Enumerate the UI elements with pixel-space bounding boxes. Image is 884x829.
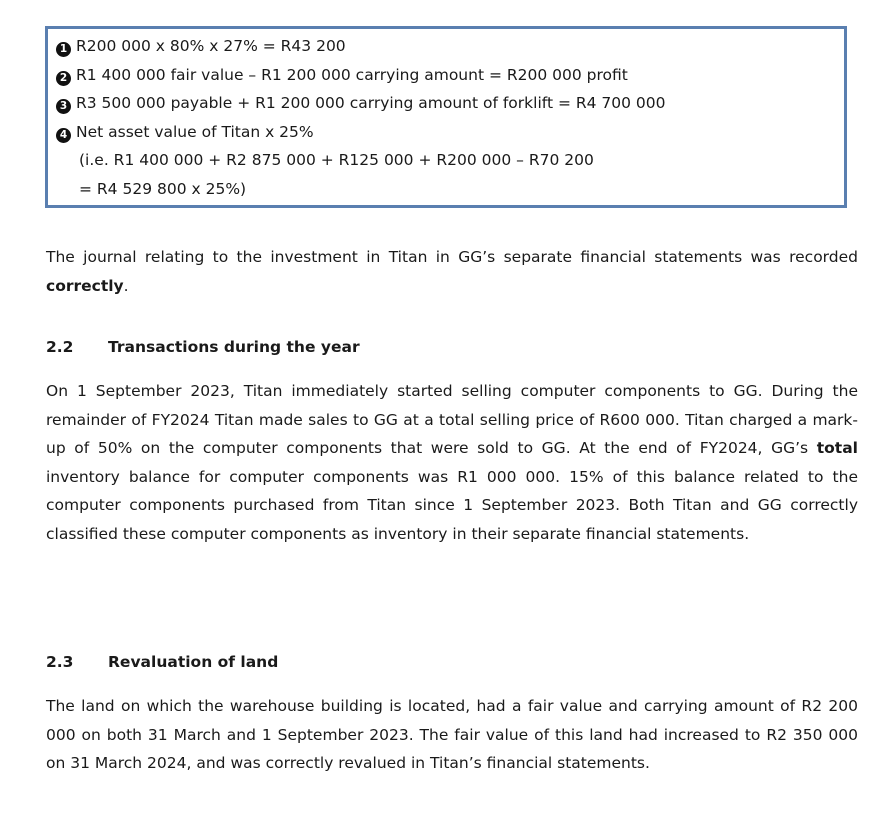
calculation-notes-box <box>45 26 847 208</box>
note-1 <box>56 32 844 61</box>
number-badge-4: 4 <box>56 128 71 143</box>
journal-bold-word: correctly <box>46 276 124 295</box>
journal-text-after: . <box>123 276 129 295</box>
note-2 <box>56 61 844 90</box>
section-2-2-text-after: inventory balance for computer components was R1 000 000. 15% of this balance related to the computer components purchased from Titan since 1 September 2023. Both Titan and GG correctly classified these computer components as inventory in their separate financial statements. <box>46 467 858 543</box>
number-badge-3: 3 <box>56 99 71 114</box>
section-2-3-heading <box>46 653 278 671</box>
journal-paragraph <box>46 243 858 300</box>
note-3 <box>56 89 844 118</box>
note-4-continuation-2: = R4 529 800 x 25%) <box>79 179 247 198</box>
section-2-2-bold-word: total <box>816 439 858 457</box>
note-4-continuation-1: (i.e. R1 400 000 + R2 875 000 + R125 000 + R200 000 – R70 200 <box>79 151 594 170</box>
section-2-2-heading <box>46 338 360 356</box>
note-3-text: R3 500 000 payable + R1 200 000 carrying amount of forklift = R4 700 000 <box>76 94 666 113</box>
section-2-2-paragraph <box>46 377 858 548</box>
number-badge-2: 2 <box>56 71 71 86</box>
section-2-2-title: Transactions during the year <box>108 338 360 356</box>
section-2-3-number: 2.3 <box>46 653 74 671</box>
journal-text-before: The journal relating to the investment in Titan in GG’s separate financial statements was recorded <box>46 248 858 266</box>
section-2-3-title: Revaluation of land <box>108 653 279 671</box>
section-2-2-text-before: On 1 September 2023, Titan immediately started selling computer components to GG. During the remainder of FY2024 Titan made sales to GG at a total selling price of R600 000. Titan charged a mark-up of 50% on the computer components that were sold to GG. At the end of FY2024, GG’s <box>46 382 858 457</box>
number-badge-1: 1 <box>56 42 71 57</box>
note-1-text: R200 000 x 80% x 27% = R43 200 <box>76 37 346 55</box>
note-4 <box>56 118 844 147</box>
note-4-text: Net asset value of Titan x 25% <box>76 122 314 141</box>
section-2-3-paragraph: The land on which the warehouse building is located, had a fair value and carrying amount of R2 200 000 on both 31 March and 1 September 2023. The fair value of this land had increased to R2 350 000 on 31 March 2024, and was correctly revalued in Titan’s financial statements. <box>46 697 858 772</box>
section-2-2-number: 2.2 <box>46 338 74 356</box>
note-2-text: R1 400 000 fair value – R1 200 000 carrying amount = R200 000 profit <box>76 65 628 84</box>
